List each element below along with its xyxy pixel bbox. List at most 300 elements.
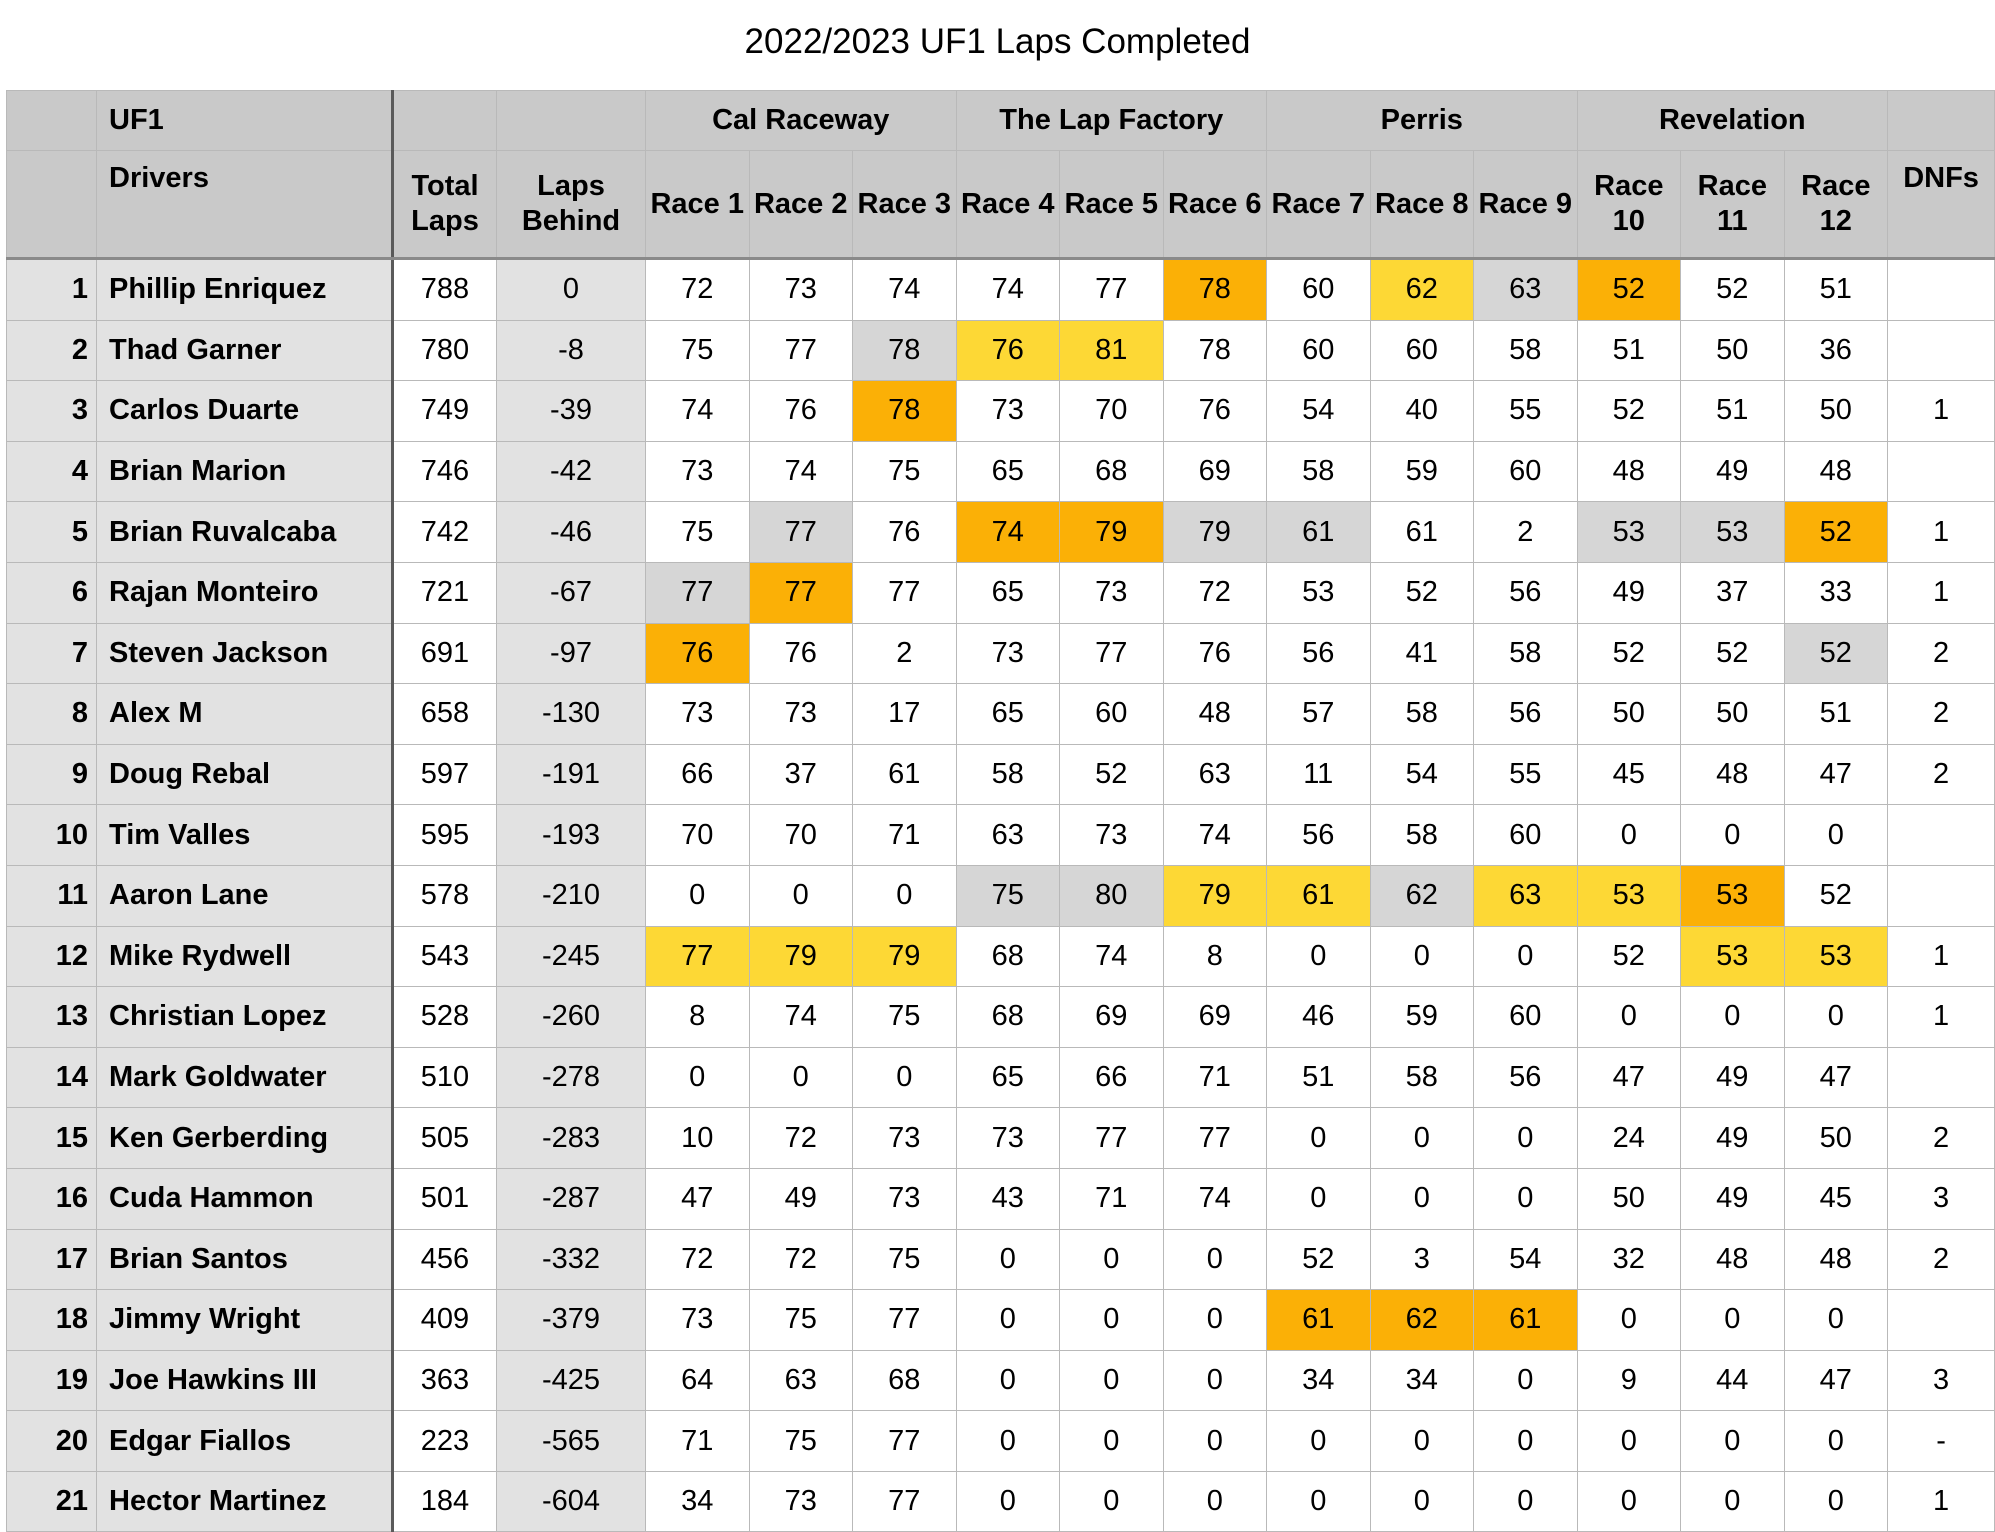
- position-cell: 10: [7, 805, 97, 866]
- dnf-cell: [1888, 1290, 1995, 1351]
- race-laps-cell: 56: [1267, 805, 1371, 866]
- race-laps-cell: 57: [1267, 684, 1371, 745]
- race-laps-cell: 58: [1267, 441, 1371, 502]
- race-laps-cell: 50: [1681, 684, 1785, 745]
- race-laps-cell: 47: [1577, 1047, 1681, 1108]
- race-laps-cell: 63: [749, 1350, 853, 1411]
- race-laps-cell: 0: [1267, 1108, 1371, 1169]
- race-laps-cell: 73: [853, 1108, 957, 1169]
- race-laps-cell: 50: [1784, 1108, 1888, 1169]
- race-laps-cell: 60: [1267, 259, 1371, 321]
- race-laps-cell: 74: [1163, 1168, 1267, 1229]
- race-laps-cell: 77: [1060, 623, 1164, 684]
- position-cell: 15: [7, 1108, 97, 1169]
- race-laps-cell: 60: [1474, 441, 1578, 502]
- race-header: Race 6: [1163, 151, 1267, 259]
- race-laps-cell: 0: [1474, 1350, 1578, 1411]
- race-laps-cell: 0: [1370, 1108, 1474, 1169]
- race-laps-cell: 48: [1163, 684, 1267, 745]
- race-laps-cell: 47: [1784, 1350, 1888, 1411]
- table-row: [7, 865, 1995, 926]
- race-laps-cell: 77: [853, 1471, 957, 1532]
- track-header-revelation: Revelation: [1577, 91, 1888, 151]
- race-laps-cell: 0: [1370, 1411, 1474, 1472]
- race-laps-cell: 0: [956, 1350, 1060, 1411]
- race-laps-cell: 74: [956, 502, 1060, 563]
- total-laps-cell: 578: [393, 865, 497, 926]
- driver-name-cell: Alex M: [97, 684, 393, 745]
- race-laps-cell: 0: [1060, 1411, 1164, 1472]
- race-laps-cell: 49: [749, 1168, 853, 1229]
- position-cell: 19: [7, 1350, 97, 1411]
- race-laps-cell: 52: [1681, 623, 1785, 684]
- race-laps-cell: 0: [749, 1047, 853, 1108]
- race-laps-cell: 50: [1681, 320, 1785, 381]
- position-cell: 1: [7, 259, 97, 321]
- table-row: [7, 1229, 1995, 1290]
- total-laps-cell: 528: [393, 987, 497, 1048]
- race-laps-cell: 0: [1163, 1229, 1267, 1290]
- position-cell: 14: [7, 1047, 97, 1108]
- race-header: Race 9: [1474, 151, 1578, 259]
- race-laps-cell: 73: [749, 684, 853, 745]
- table-row: [7, 623, 1995, 684]
- table-row: [7, 259, 1995, 321]
- driver-name-cell: Christian Lopez: [97, 987, 393, 1048]
- race-laps-cell: 74: [749, 987, 853, 1048]
- race-laps-cell: 8: [646, 987, 750, 1048]
- race-laps-cell: 49: [1577, 562, 1681, 623]
- race-laps-cell: 0: [1577, 1290, 1681, 1351]
- position-cell: 13: [7, 987, 97, 1048]
- driver-name-cell: Hector Martinez: [97, 1471, 393, 1532]
- race-laps-cell: 24: [1577, 1108, 1681, 1169]
- race-laps-cell: 70: [646, 805, 750, 866]
- series-label: UF1: [97, 91, 393, 151]
- race-header: Race 11: [1681, 151, 1785, 259]
- race-laps-cell: 56: [1474, 562, 1578, 623]
- total-laps-header: [393, 151, 497, 259]
- race-laps-cell: 59: [1370, 987, 1474, 1048]
- race-laps-cell: 3: [1370, 1229, 1474, 1290]
- position-cell: 21: [7, 1471, 97, 1532]
- race-laps-cell: 52: [1784, 865, 1888, 926]
- dnf-cell: 1: [1888, 987, 1995, 1048]
- race-laps-cell: 0: [853, 1047, 957, 1108]
- total-laps-cell: 721: [393, 562, 497, 623]
- race-laps-cell: 53: [1681, 502, 1785, 563]
- race-laps-cell: 0: [1577, 987, 1681, 1048]
- race-laps-cell: 53: [1681, 865, 1785, 926]
- race-laps-cell: 68: [956, 926, 1060, 987]
- driver-name-cell: Doug Rebal: [97, 744, 393, 805]
- race-laps-cell: 73: [956, 1108, 1060, 1169]
- race-laps-cell: 73: [1060, 562, 1164, 623]
- race-laps-cell: 0: [1681, 1411, 1785, 1472]
- race-laps-cell: 72: [1163, 562, 1267, 623]
- race-laps-cell: 32: [1577, 1229, 1681, 1290]
- race-laps-cell: 51: [1577, 320, 1681, 381]
- race-laps-cell: 2: [1474, 502, 1578, 563]
- race-laps-cell: 72: [749, 1108, 853, 1169]
- laps-behind-cell: -8: [497, 320, 646, 381]
- race-laps-cell: 49: [1681, 441, 1785, 502]
- race-laps-cell: 37: [1681, 562, 1785, 623]
- driver-name-cell: Cuda Hammon: [97, 1168, 393, 1229]
- race-laps-cell: 54: [1370, 744, 1474, 805]
- race-laps-cell: 8: [1163, 926, 1267, 987]
- race-laps-cell: 34: [1370, 1350, 1474, 1411]
- race-laps-cell: 72: [646, 259, 750, 321]
- race-laps-cell: 63: [956, 805, 1060, 866]
- driver-name-cell: Rajan Monteiro: [97, 562, 393, 623]
- race-header: Race 4: [956, 151, 1060, 259]
- race-laps-cell: 55: [1474, 381, 1578, 442]
- race-laps-cell: 43: [956, 1168, 1060, 1229]
- race-laps-cell: 66: [646, 744, 750, 805]
- race-laps-cell: 0: [1060, 1229, 1164, 1290]
- race-laps-cell: 60: [1267, 320, 1371, 381]
- race-laps-cell: 10: [646, 1108, 750, 1169]
- laps-behind-cell: -425: [497, 1350, 646, 1411]
- race-laps-cell: 0: [1681, 987, 1785, 1048]
- race-laps-cell: 0: [1474, 1411, 1578, 1472]
- driver-name-cell: Joe Hawkins III: [97, 1350, 393, 1411]
- table-row: [7, 441, 1995, 502]
- total-laps-cell: 746: [393, 441, 497, 502]
- dnf-cell: 1: [1888, 502, 1995, 563]
- race-laps-cell: 79: [1163, 865, 1267, 926]
- laps-behind-cell: -332: [497, 1229, 646, 1290]
- race-laps-cell: 0: [1784, 1471, 1888, 1532]
- total-laps-cell: 363: [393, 1350, 497, 1411]
- track-header-lap-factory: The Lap Factory: [956, 91, 1267, 151]
- dnf-cell: 2: [1888, 1229, 1995, 1290]
- race-laps-cell: 65: [956, 441, 1060, 502]
- race-header: Race 8: [1370, 151, 1474, 259]
- race-laps-cell: 58: [956, 744, 1060, 805]
- race-laps-cell: 41: [1370, 623, 1474, 684]
- total-laps-cell: 501: [393, 1168, 497, 1229]
- race-laps-cell: 77: [853, 1411, 957, 1472]
- race-header: Race 5: [1060, 151, 1164, 259]
- race-laps-cell: 56: [1474, 1047, 1578, 1108]
- table-row: [7, 1350, 1995, 1411]
- race-laps-cell: 0: [1163, 1471, 1267, 1532]
- race-header: Race 3: [853, 151, 957, 259]
- laps-behind-cell: -130: [497, 684, 646, 745]
- race-header: Race 10: [1577, 151, 1681, 259]
- laps-behind-cell: -283: [497, 1108, 646, 1169]
- race-laps-cell: 58: [1370, 1047, 1474, 1108]
- race-laps-cell: 0: [1163, 1290, 1267, 1351]
- race-laps-cell: 0: [646, 1047, 750, 1108]
- race-laps-cell: 58: [1370, 684, 1474, 745]
- track-header-perris: Perris: [1267, 91, 1578, 151]
- race-laps-cell: 68: [1060, 441, 1164, 502]
- race-laps-cell: 52: [1681, 259, 1785, 321]
- driver-name-cell: Aaron Lane: [97, 865, 393, 926]
- race-laps-cell: 0: [1267, 926, 1371, 987]
- table-row: [7, 1290, 1995, 1351]
- laps-behind-header-text: Laps Behind: [521, 170, 621, 237]
- race-laps-cell: 79: [853, 926, 957, 987]
- race-laps-cell: 46: [1267, 987, 1371, 1048]
- driver-name-cell: Steven Jackson: [97, 623, 393, 684]
- race-laps-cell: 68: [853, 1350, 957, 1411]
- race-laps-cell: 76: [956, 320, 1060, 381]
- laps-behind-cell: -245: [497, 926, 646, 987]
- race-header: Race 12: [1784, 151, 1888, 259]
- dnf-cell: [1888, 805, 1995, 866]
- dnfs-header: DNFs: [1888, 151, 1995, 259]
- table-title: 2022/2023 UF1 Laps Completed: [744, 22, 1251, 61]
- header-blank-dnf: [1888, 91, 1995, 151]
- total-laps-cell: 595: [393, 805, 497, 866]
- dnf-cell: 1: [1888, 562, 1995, 623]
- race-laps-cell: 36: [1784, 320, 1888, 381]
- race-laps-cell: 52: [1784, 623, 1888, 684]
- race-laps-cell: 58: [1474, 623, 1578, 684]
- race-laps-cell: 75: [853, 441, 957, 502]
- race-laps-cell: 80: [1060, 865, 1164, 926]
- race-laps-cell: 77: [853, 562, 957, 623]
- laps-behind-cell: -210: [497, 865, 646, 926]
- race-laps-cell: 70: [749, 805, 853, 866]
- laps-behind-cell: -39: [497, 381, 646, 442]
- position-cell: 7: [7, 623, 97, 684]
- laps-behind-cell: -46: [497, 502, 646, 563]
- driver-name-cell: Thad Garner: [97, 320, 393, 381]
- race-header: Race 7: [1267, 151, 1371, 259]
- race-laps-cell: 60: [1474, 987, 1578, 1048]
- laps-behind-header: [497, 151, 646, 259]
- race-laps-cell: 50: [1577, 1168, 1681, 1229]
- race-laps-cell: 77: [1163, 1108, 1267, 1169]
- race-laps-cell: 52: [1577, 926, 1681, 987]
- laps-behind-cell: -260: [497, 987, 646, 1048]
- race-laps-cell: 50: [1784, 381, 1888, 442]
- race-laps-cell: 0: [956, 1229, 1060, 1290]
- dnf-cell: 1: [1888, 926, 1995, 987]
- driver-name-cell: Edgar Fiallos: [97, 1411, 393, 1472]
- race-laps-cell: 51: [1784, 259, 1888, 321]
- race-laps-cell: 74: [956, 259, 1060, 321]
- race-laps-cell: 77: [749, 502, 853, 563]
- header-row-tracks: [7, 91, 1995, 151]
- race-laps-cell: 65: [956, 1047, 1060, 1108]
- race-laps-cell: 71: [1060, 1168, 1164, 1229]
- laps-behind-cell: -42: [497, 441, 646, 502]
- race-laps-cell: 47: [1784, 744, 1888, 805]
- laps-behind-cell: -97: [497, 623, 646, 684]
- race-laps-cell: 78: [1163, 259, 1267, 321]
- race-laps-cell: 52: [1784, 502, 1888, 563]
- race-laps-cell: 9: [1577, 1350, 1681, 1411]
- race-laps-cell: 63: [1163, 744, 1267, 805]
- driver-name-cell: Mark Goldwater: [97, 1047, 393, 1108]
- race-laps-cell: 56: [1474, 684, 1578, 745]
- race-laps-cell: 69: [1163, 987, 1267, 1048]
- race-laps-cell: 61: [853, 744, 957, 805]
- race-laps-cell: 62: [1370, 1290, 1474, 1351]
- race-laps-cell: 0: [1474, 1471, 1578, 1532]
- race-laps-cell: 0: [853, 865, 957, 926]
- table-row: [7, 320, 1995, 381]
- dnf-cell: 2: [1888, 684, 1995, 745]
- race-laps-cell: 73: [646, 1290, 750, 1351]
- race-laps-cell: 74: [1163, 805, 1267, 866]
- race-laps-cell: 73: [1060, 805, 1164, 866]
- race-laps-cell: 51: [1267, 1047, 1371, 1108]
- race-laps-cell: 49: [1681, 1047, 1785, 1108]
- driver-name-cell: Phillip Enriquez: [97, 259, 393, 321]
- header-blank-total: [393, 91, 497, 151]
- race-laps-cell: 40: [1370, 381, 1474, 442]
- race-laps-cell: 48: [1681, 1229, 1785, 1290]
- table-row: [7, 744, 1995, 805]
- table-row: [7, 926, 1995, 987]
- race-laps-cell: 0: [1681, 805, 1785, 866]
- race-laps-cell: 73: [646, 441, 750, 502]
- race-laps-cell: 77: [749, 562, 853, 623]
- race-laps-cell: 0: [1681, 1471, 1785, 1532]
- race-laps-cell: 53: [1577, 502, 1681, 563]
- race-laps-cell: 76: [749, 381, 853, 442]
- race-laps-cell: 65: [956, 562, 1060, 623]
- race-laps-cell: 51: [1681, 381, 1785, 442]
- race-laps-cell: 0: [1060, 1290, 1164, 1351]
- race-laps-cell: 0: [1267, 1471, 1371, 1532]
- race-laps-cell: 53: [1577, 865, 1681, 926]
- dnf-cell: [1888, 320, 1995, 381]
- race-laps-cell: 73: [646, 684, 750, 745]
- position-cell: 3: [7, 381, 97, 442]
- position-cell: 20: [7, 1411, 97, 1472]
- race-laps-cell: 47: [646, 1168, 750, 1229]
- race-laps-cell: 58: [1370, 805, 1474, 866]
- race-laps-cell: 59: [1370, 441, 1474, 502]
- race-laps-cell: 54: [1474, 1229, 1578, 1290]
- race-laps-cell: 0: [1370, 1471, 1474, 1532]
- race-laps-cell: 72: [646, 1229, 750, 1290]
- dnf-cell: 1: [1888, 1471, 1995, 1532]
- race-laps-cell: 68: [956, 987, 1060, 1048]
- race-header: Race 2: [749, 151, 853, 259]
- race-laps-cell: 73: [956, 623, 1060, 684]
- race-laps-cell: 71: [1163, 1047, 1267, 1108]
- race-laps-cell: 61: [1267, 865, 1371, 926]
- race-laps-cell: 0: [1784, 1290, 1888, 1351]
- table-row: [7, 1047, 1995, 1108]
- position-cell: 18: [7, 1290, 97, 1351]
- race-laps-cell: 0: [749, 865, 853, 926]
- race-laps-cell: 11: [1267, 744, 1371, 805]
- race-laps-cell: 0: [956, 1471, 1060, 1532]
- race-laps-cell: 52: [1370, 562, 1474, 623]
- race-laps-cell: 65: [956, 684, 1060, 745]
- race-laps-cell: 49: [1681, 1108, 1785, 1169]
- race-laps-cell: 75: [646, 502, 750, 563]
- race-laps-cell: 17: [853, 684, 957, 745]
- race-laps-cell: 0: [956, 1411, 1060, 1472]
- laps-behind-cell: -565: [497, 1411, 646, 1472]
- race-laps-cell: 0: [956, 1290, 1060, 1351]
- race-laps-cell: 75: [956, 865, 1060, 926]
- race-laps-cell: 50: [1577, 684, 1681, 745]
- total-laps-cell: 788: [393, 259, 497, 321]
- race-laps-cell: 62: [1370, 865, 1474, 926]
- position-cell: 8: [7, 684, 97, 745]
- race-laps-cell: 56: [1267, 623, 1371, 684]
- dnf-cell: [1888, 259, 1995, 321]
- race-laps-cell: 34: [646, 1471, 750, 1532]
- position-cell: 16: [7, 1168, 97, 1229]
- position-cell: 9: [7, 744, 97, 805]
- dnf-cell: 3: [1888, 1350, 1995, 1411]
- total-laps-cell: 658: [393, 684, 497, 745]
- race-laps-cell: 69: [1163, 441, 1267, 502]
- total-laps-cell: 597: [393, 744, 497, 805]
- race-laps-cell: 52: [1060, 744, 1164, 805]
- header-blank-behind: [497, 91, 646, 151]
- race-laps-cell: 60: [1370, 320, 1474, 381]
- total-laps-cell: 223: [393, 1411, 497, 1472]
- position-cell: 12: [7, 926, 97, 987]
- race-laps-cell: 0: [1681, 1290, 1785, 1351]
- race-laps-cell: 58: [1474, 320, 1578, 381]
- driver-name-cell: Carlos Duarte: [97, 381, 393, 442]
- total-laps-cell: 691: [393, 623, 497, 684]
- race-laps-cell: 52: [1577, 381, 1681, 442]
- race-laps-cell: 70: [1060, 381, 1164, 442]
- race-laps-cell: 0: [1060, 1471, 1164, 1532]
- race-laps-cell: 61: [1474, 1290, 1578, 1351]
- race-laps-cell: 45: [1784, 1168, 1888, 1229]
- laps-behind-cell: 0: [497, 259, 646, 321]
- race-laps-cell: 73: [956, 381, 1060, 442]
- table-row: [7, 1108, 1995, 1169]
- race-laps-cell: 53: [1267, 562, 1371, 623]
- race-laps-cell: 48: [1577, 441, 1681, 502]
- race-laps-cell: 77: [646, 926, 750, 987]
- race-laps-cell: 76: [749, 623, 853, 684]
- race-laps-cell: 0: [646, 865, 750, 926]
- race-laps-cell: 74: [853, 259, 957, 321]
- race-laps-cell: 48: [1784, 441, 1888, 502]
- laps-behind-cell: -604: [497, 1471, 646, 1532]
- total-laps-cell: 780: [393, 320, 497, 381]
- race-laps-cell: 77: [1060, 259, 1164, 321]
- race-laps-cell: 73: [749, 259, 853, 321]
- drivers-header: Drivers: [97, 151, 393, 259]
- header-corner: [7, 91, 97, 151]
- race-laps-cell: 79: [749, 926, 853, 987]
- race-laps-cell: 54: [1267, 381, 1371, 442]
- total-laps-cell: 505: [393, 1108, 497, 1169]
- race-laps-cell: 64: [646, 1350, 750, 1411]
- race-laps-cell: 34: [1267, 1350, 1371, 1411]
- table-row: [7, 381, 1995, 442]
- total-laps-cell: 184: [393, 1471, 497, 1532]
- race-laps-cell: 60: [1060, 684, 1164, 745]
- race-laps-cell: 48: [1784, 1229, 1888, 1290]
- race-laps-cell: 0: [1577, 1411, 1681, 1472]
- race-laps-cell: 76: [1163, 381, 1267, 442]
- driver-name-cell: Ken Gerberding: [97, 1108, 393, 1169]
- dnf-cell: -: [1888, 1411, 1995, 1472]
- race-laps-cell: 75: [853, 987, 957, 1048]
